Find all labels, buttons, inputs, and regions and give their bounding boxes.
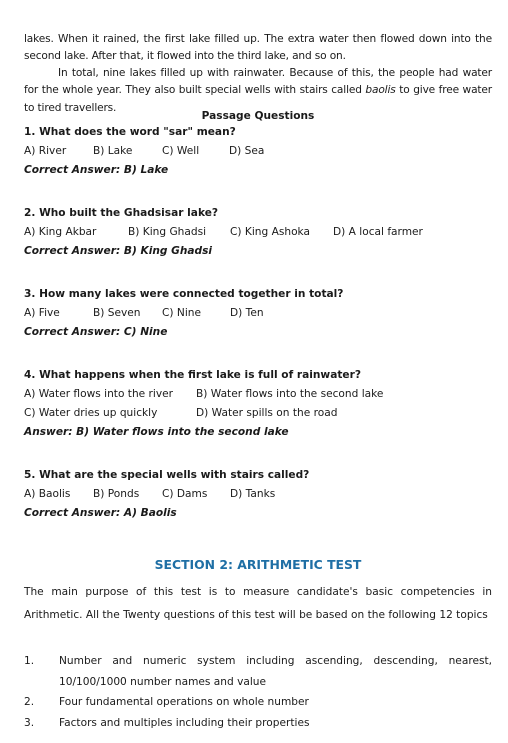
option: A) Water flows into the river — [24, 388, 173, 400]
list-item-number: 1. — [24, 655, 35, 667]
option: A) Five — [24, 307, 60, 319]
option: D) Sea — [229, 145, 265, 157]
question-block — [24, 286, 492, 340]
question-title: 3. How many lakes were connected together in total? — [24, 288, 344, 300]
option: B) Seven — [93, 307, 141, 319]
question-options — [24, 143, 492, 159]
section-paragraph: The main purpose of this test is to measure candidate's basic competencies in Arithmetic. All the Twenty questions of this test will be based on the following 12 topics — [24, 586, 492, 621]
option: B) Lake — [93, 145, 133, 157]
option: C) King Ashoka — [230, 226, 310, 238]
option: C) Water dries up quickly — [24, 407, 158, 419]
question-options — [24, 405, 492, 421]
option: D) Water spills on the road — [196, 407, 338, 419]
question-title: 2. Who built the Ghadsisar lake? — [24, 207, 219, 219]
option: D) Ten — [230, 307, 264, 319]
intro-paragraph-1: lakes. When it rained, the first lake filled up. The extra water then flowed down into the second lake. After that, it flowed into the third lake, and so on. — [24, 33, 492, 63]
question-answer: Answer: B) Water flows into the second lake — [24, 426, 289, 438]
option: C) Nine — [162, 307, 201, 319]
question-block — [24, 367, 492, 440]
option: D) Tanks — [230, 488, 276, 500]
intro-p2-end: to give free water to tired travellers. — [24, 84, 492, 114]
list-item — [24, 651, 492, 692]
option: C) Well — [162, 145, 200, 157]
option: C) Dams — [162, 488, 208, 500]
question-block — [24, 124, 492, 178]
option: A) Baolis — [24, 488, 71, 500]
question-title: 5. What are the special wells with stairs called? — [24, 469, 310, 481]
question-options — [24, 386, 492, 402]
intro-p2-italic: baolis — [365, 84, 396, 97]
question-options — [24, 224, 492, 240]
passage-questions-heading: Passage Questions — [201, 110, 315, 122]
option: A) River — [24, 145, 67, 157]
option: B) King Ghadsi — [128, 226, 207, 238]
question-title: 1. What does the word "sar" mean? — [24, 126, 236, 138]
question-options — [24, 305, 492, 321]
intro-p2-text: In total, nine lakes filled up with rainwater. Because of this, the people had water for the whole year. They also built special wells with stairs called — [24, 67, 492, 97]
question-block — [24, 205, 492, 259]
list-item — [24, 692, 492, 713]
option: A) King Akbar — [24, 226, 97, 238]
question-answer: Correct Answer: A) Baolis — [24, 507, 177, 519]
question-title: 4. What happens when the first lake is full of rainwater? — [24, 369, 361, 381]
list-item-number: 3. — [24, 716, 35, 729]
topic-list — [24, 651, 492, 733]
question-block — [24, 467, 492, 521]
question-answer: Correct Answer: B) Lake — [24, 164, 169, 176]
list-item-text: Number and numeric system including ascending, descending, nearest, 10/100/1000 number names and value — [59, 655, 492, 688]
section-title: SECTION 2: ARITHMETIC TEST — [154, 557, 362, 572]
question-answer: Correct Answer: B) King Ghadsi — [24, 245, 213, 257]
list-item-number: 2. — [24, 696, 35, 708]
option: B) Ponds — [93, 488, 140, 500]
list-item-text: Four fundamental operations on whole number — [59, 696, 309, 708]
option: D) A local farmer — [333, 226, 423, 238]
question-answer: Correct Answer: C) Nine — [24, 326, 168, 338]
list-item — [24, 713, 492, 734]
list-item-text: Factors and multiples including their properties — [59, 716, 310, 729]
option: B) Water flows into the second lake — [196, 388, 384, 400]
question-options — [24, 486, 492, 502]
